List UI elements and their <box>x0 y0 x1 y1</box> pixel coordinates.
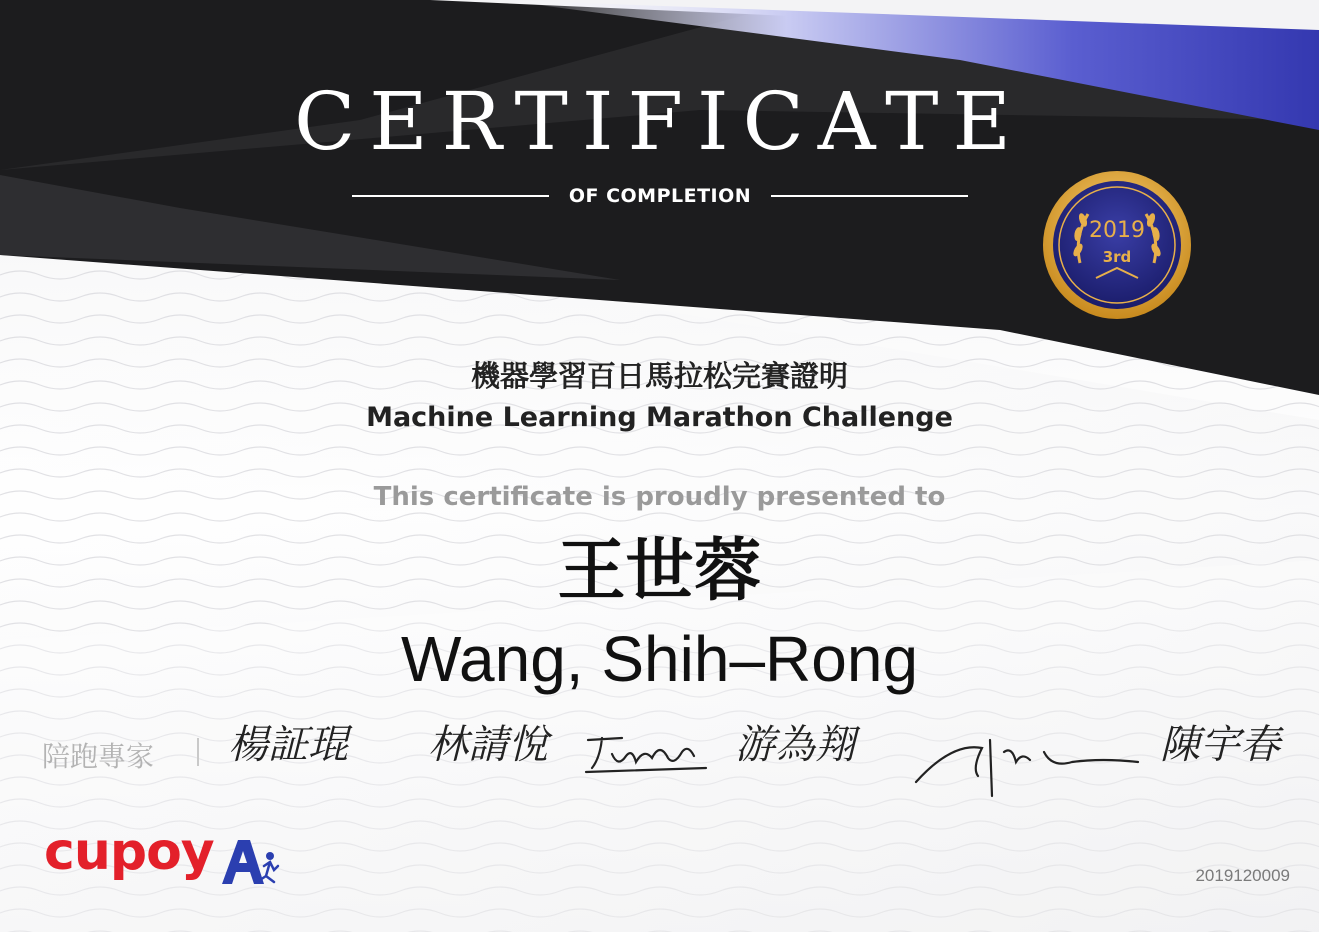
recipient-name-chinese: 王世蓉 <box>557 532 762 611</box>
signature-scribble-3 <box>582 728 712 784</box>
mentor-label: 陪跑專家 <box>42 740 155 773</box>
right-divider <box>771 195 968 197</box>
certificate-subtitle: OF COMPLETION <box>568 185 752 207</box>
subtitle-row <box>352 185 968 207</box>
course-title-english: Machine Learning Marathon Challenge <box>366 402 953 433</box>
certificate-title: CERTIFICATE <box>294 75 1025 168</box>
signature-4: 游為翔 <box>735 722 855 768</box>
mentor-divider <box>197 738 199 766</box>
cupoy-logo: cupoy <box>44 822 214 882</box>
runner-a-icon <box>220 836 280 886</box>
signature-2: 林請悅 <box>428 722 548 768</box>
signature-scribble-5 <box>912 722 1142 802</box>
serial-number: 2019120009 <box>1195 866 1290 885</box>
course-title-chinese: 機器學習百日馬拉松完賽證明 <box>470 359 848 393</box>
seal-rank: 3rd <box>1102 248 1132 266</box>
recipient-name-english: Wang, Shih–Rong <box>400 623 919 695</box>
presented-to-text: This certificate is proudly presented to <box>373 482 946 512</box>
signature-1: 楊証琨 <box>228 722 348 768</box>
laurel-seal-icon <box>1040 168 1194 322</box>
left-divider <box>352 195 549 197</box>
seal-year: 2019 <box>1089 218 1145 243</box>
signature-6: 陳宇春 <box>1160 722 1280 768</box>
award-seal <box>1040 168 1194 322</box>
